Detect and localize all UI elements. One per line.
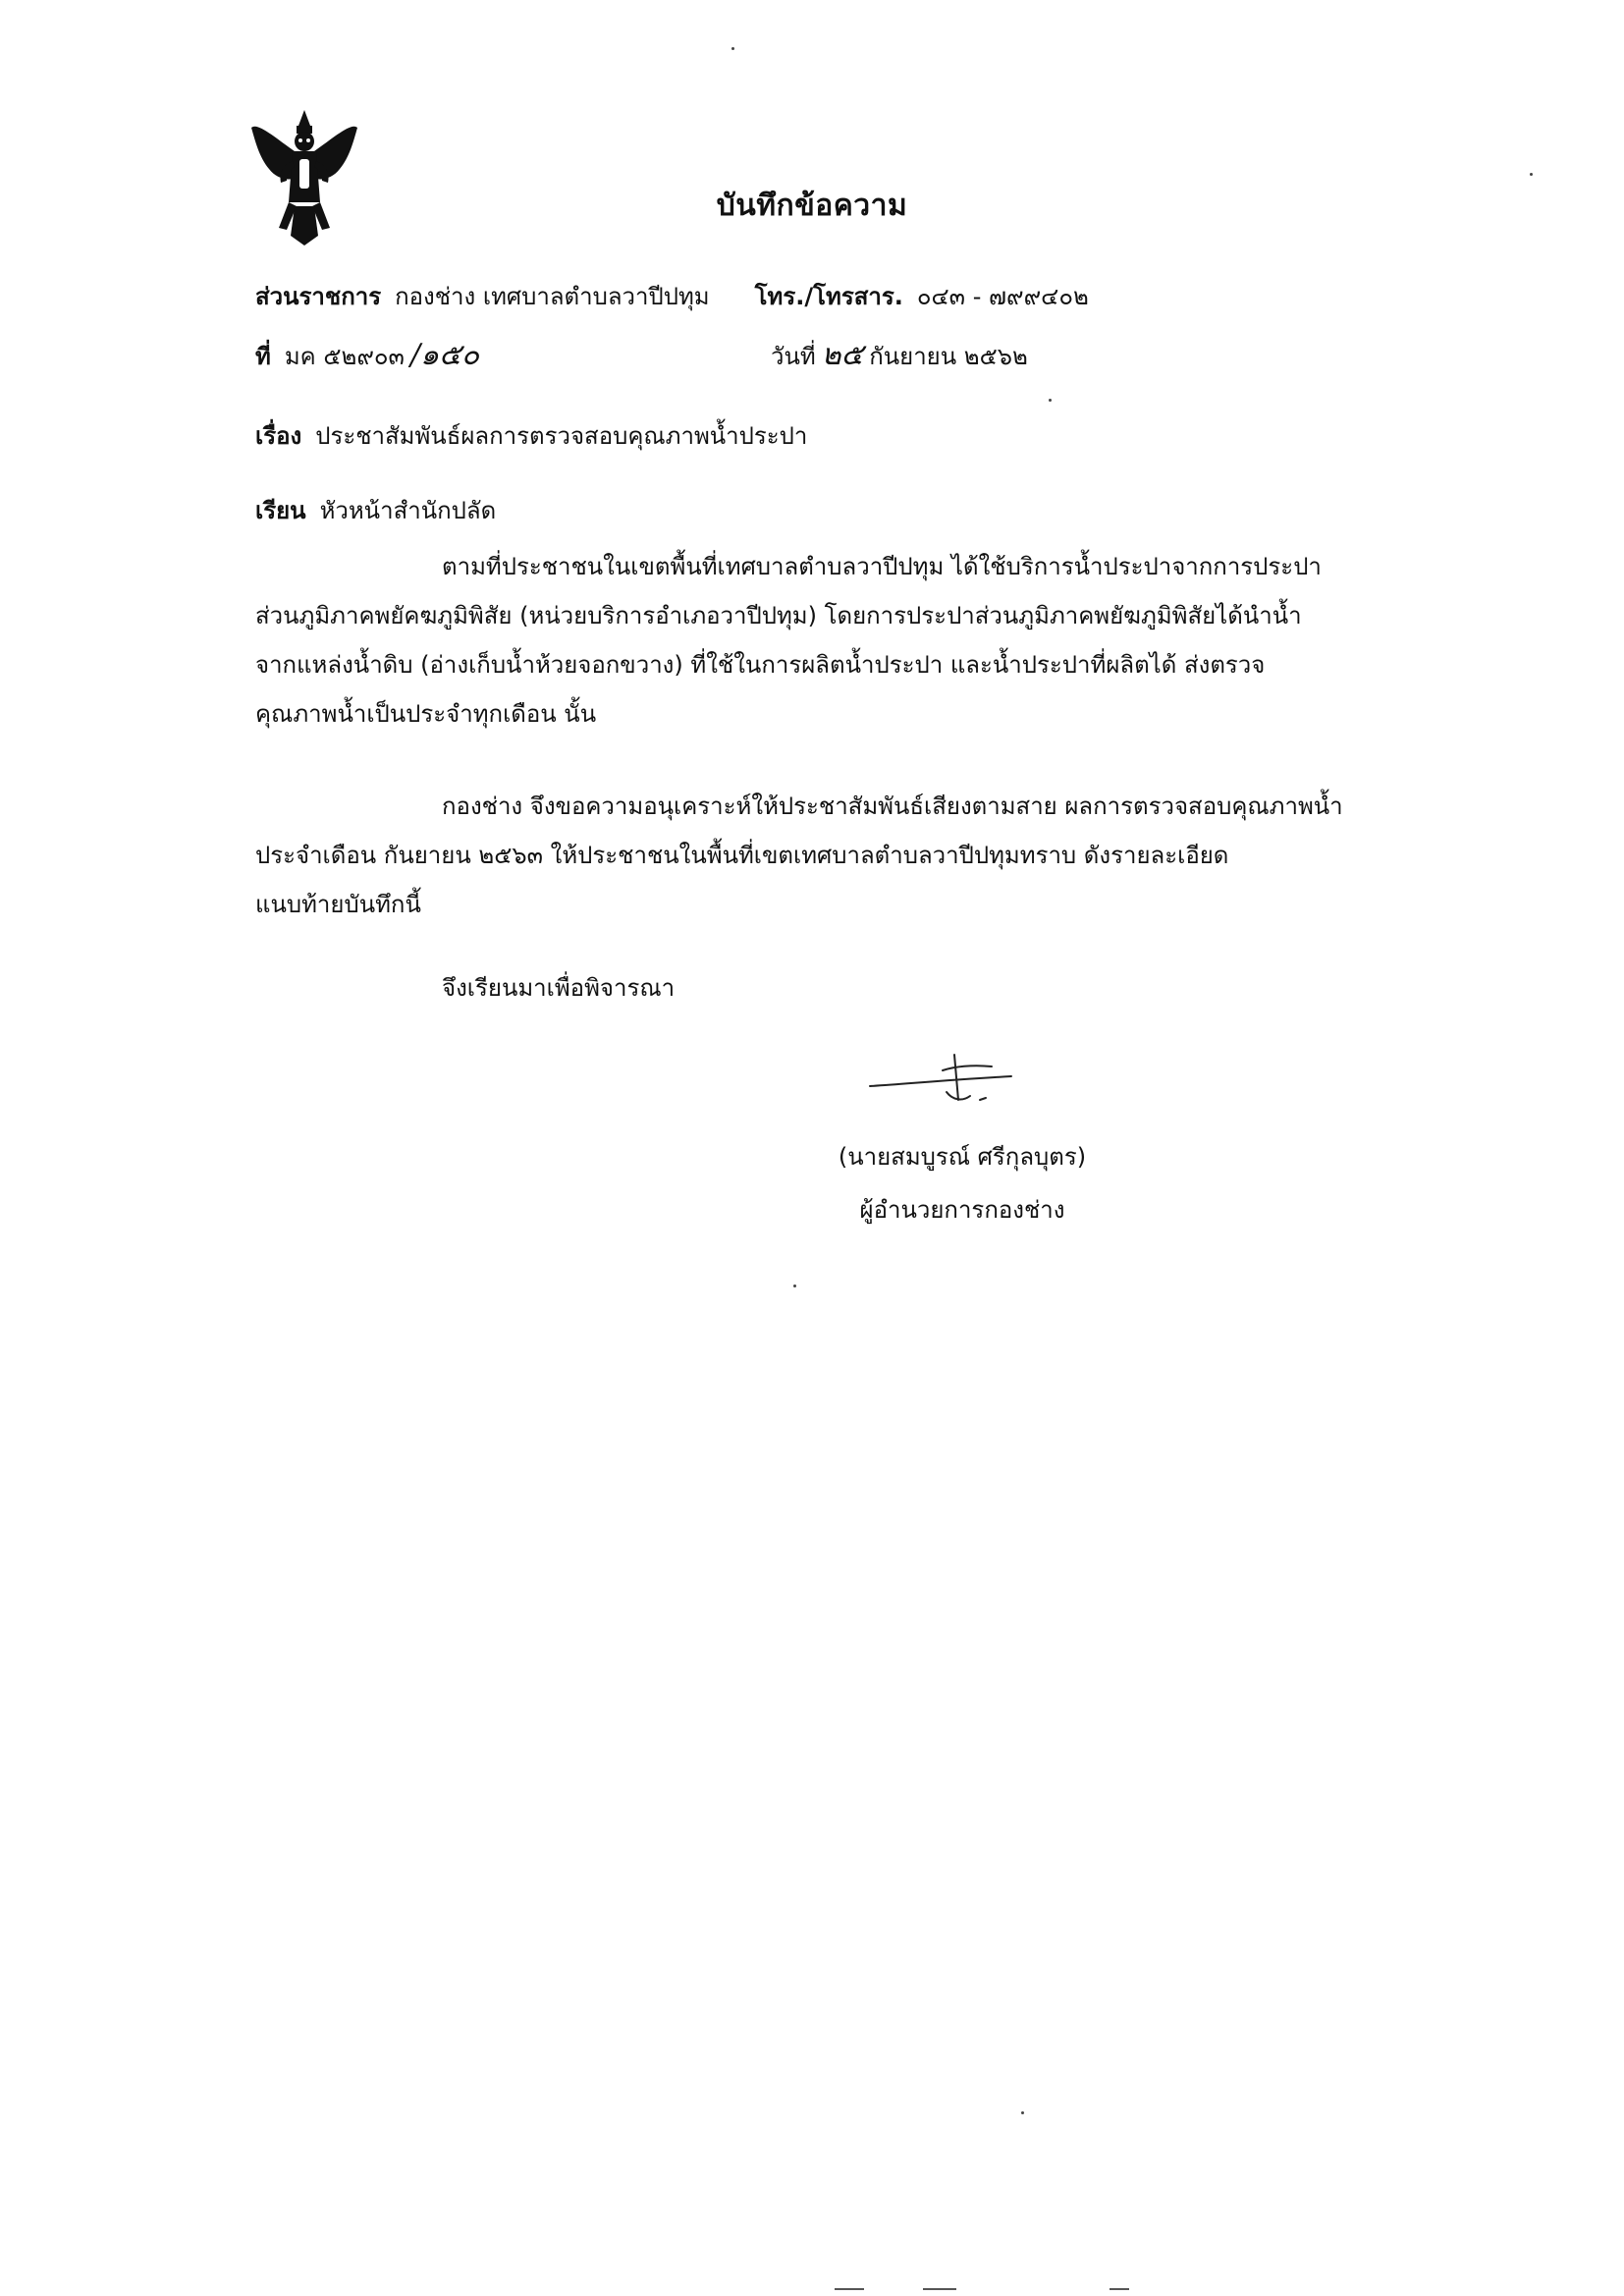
memo-title: บันทึกข้อความ — [716, 189, 908, 223]
scan-edge — [923, 2288, 956, 2290]
date-line — [771, 332, 1028, 378]
paragraph-line: แนบท้ายบันทึกนี้ — [255, 891, 421, 918]
date-label: วันที่ — [771, 343, 816, 370]
recipient-value: หัวหน้าสำนักปลัด — [319, 497, 497, 524]
reference-label: ที่ — [255, 343, 271, 370]
signature-icon — [864, 1041, 1021, 1110]
scan-speck — [1049, 399, 1052, 402]
agency-value: กองช่าง เทศบาลตำบลวาปีปทุม — [395, 283, 710, 310]
recipient-line — [255, 491, 496, 529]
paragraph-line: ตามที่ประชาชนในเขตพื้นที่เทศบาลตำบลวาปีปทุม ได้ใช้บริการน้ำประปาจากการประปา — [442, 553, 1322, 580]
date-value: กันยายน ๒๕๖๒ — [869, 343, 1028, 370]
reference-value: มค ๕๒๙๐๓ — [284, 343, 405, 370]
scan-speck — [793, 1285, 796, 1287]
subject-value: ประชาสัมพันธ์ผลการตรวจสอบคุณภาพน้ำประปา — [315, 422, 808, 450]
paragraph-line: กองช่าง จึงขอความอนุเคราะห์ให้ประชาสัมพันธ์เสียงตามสาย ผลการตรวจสอบคุณภาพน้ำ — [442, 793, 1343, 820]
scan-speck — [1021, 2111, 1024, 2114]
paragraph-line: ประจำเดือน กันยายน ๒๕๖๓ ให้ประชาชนในพื้นที่เขตเทศบาลตำบลวาปีปทุมทราบ ดังรายละเอียด — [255, 842, 1229, 869]
paragraph-line: ส่วนภูมิภาคพยัคฆภูมิพิสัย (หน่วยบริการอำเภอวาปีปทุม) โดยการประปาส่วนภูมิภาคพยัฆภูมิพิสัยได้นำน้ำ — [255, 602, 1302, 629]
scan-speck — [1530, 173, 1533, 176]
paragraph-line: คุณภาพน้ำเป็นประจำทุกเดือน นั้น — [255, 700, 597, 728]
subject-line — [255, 416, 807, 455]
closing-text: จึงเรียนมาเพื่อพิจารณา — [442, 974, 676, 1002]
reference-handwritten-number: /๑๕๐ — [409, 338, 480, 372]
recipient-label: เรียน — [255, 497, 306, 524]
signer-position: ผู้อำนวยการกองช่าง — [859, 1196, 1065, 1224]
signer-name: (นายสมบูรณ์ ศรีกุลบุตร) — [838, 1143, 1087, 1171]
tel-value: ๐๔๓ - ๗๙๙๔๐๒ — [916, 283, 1089, 310]
scan-speck — [731, 47, 734, 50]
agency-line — [255, 277, 1099, 315]
tel-label: โทร./โทรสาร. — [754, 283, 903, 310]
agency-label: ส่วนราชการ — [255, 283, 382, 310]
scan-edge — [1110, 2288, 1129, 2290]
body-paragraph-1 — [255, 542, 1455, 738]
body-paragraph-2 — [255, 782, 1455, 929]
scan-edge — [835, 2288, 864, 2290]
paragraph-line: จากแหล่งน้ำดิบ (อ่างเก็บน้ำห้วยจอกขวาง) ที่ใช้ในการผลิตน้ำประปา และน้ำประปาที่ผลิตได้ ส่งตรวจ — [255, 651, 1266, 679]
reference-line — [255, 332, 485, 378]
subject-label: เรื่อง — [255, 422, 302, 450]
date-handwritten-day: ๒๕ — [821, 338, 864, 372]
